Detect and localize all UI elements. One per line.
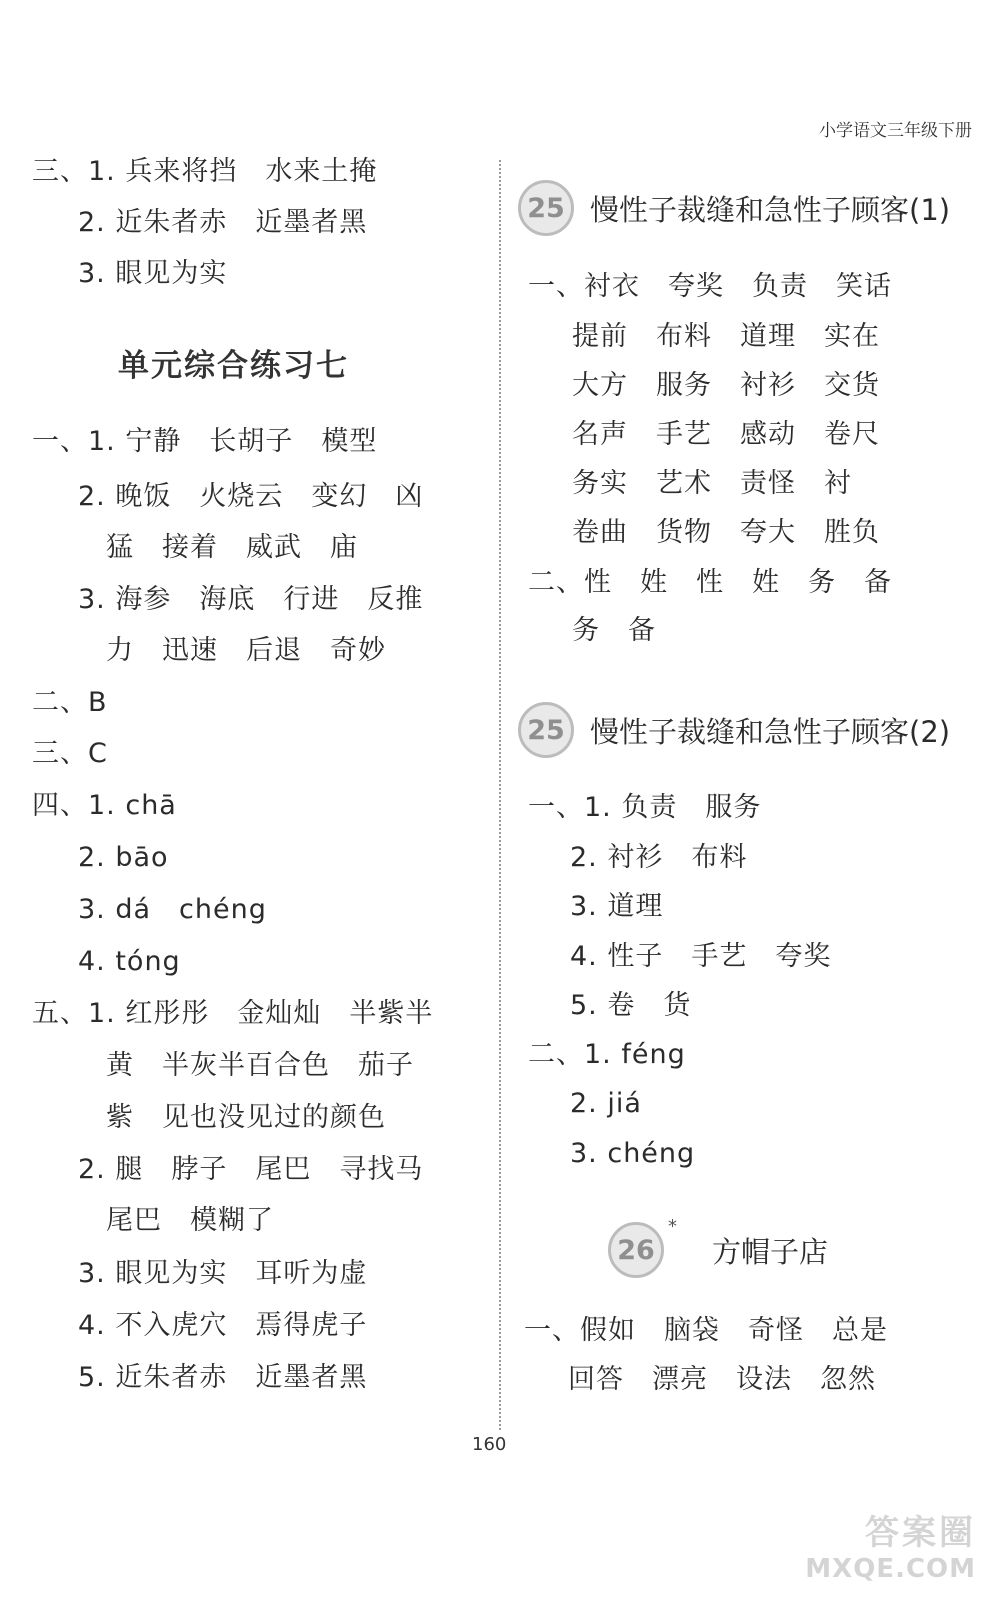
lesson-number-badge: 25 bbox=[518, 702, 574, 758]
book-title: 小学语文三年级下册 bbox=[819, 121, 972, 141]
answer-line: 二、B bbox=[32, 687, 108, 718]
answer-line: 尾巴 模糊了 bbox=[106, 1205, 274, 1236]
answer-line: 2. jiá bbox=[570, 1088, 642, 1119]
answer-line: 黄 半灰半百合色 茄子 bbox=[106, 1050, 414, 1081]
lesson-number-badge: 26 bbox=[608, 1222, 664, 1278]
answer-line: 2. 腿 脖子 尾巴 寻找马 bbox=[78, 1154, 424, 1185]
answer-line: 五、1. 红彤彤 金灿灿 半紫半 bbox=[32, 998, 434, 1029]
page-number: 160 bbox=[472, 1434, 507, 1455]
answer-line: 三、C bbox=[32, 738, 108, 769]
answer-line: 3. dá chéng bbox=[78, 894, 267, 925]
answer-line: 2. 衬衫 布料 bbox=[570, 842, 748, 873]
answer-line: 务 备 bbox=[572, 615, 656, 646]
watermark-text: 答案圈 bbox=[865, 1513, 976, 1553]
answer-line: 一、衬衣 夸奖 负责 笑话 bbox=[528, 271, 892, 302]
answer-line: 务实 艺术 责怪 衬 bbox=[572, 468, 852, 499]
answer-line: 力 迅速 后退 奇妙 bbox=[106, 635, 386, 666]
answer-line: 2. bāo bbox=[78, 842, 169, 873]
answer-line: 2. 近朱者赤 近墨者黑 bbox=[78, 207, 368, 238]
answer-line: 卷曲 货物 夸大 胜负 bbox=[572, 517, 880, 548]
answer-line: 3. 道理 bbox=[570, 891, 664, 922]
answer-line: 3. 眼见为实 耳听为虚 bbox=[78, 1258, 368, 1289]
lesson-title: 方帽子店 bbox=[712, 1235, 829, 1269]
answer-line: 5. 卷 货 bbox=[570, 990, 692, 1021]
answer-line: 一、1. 负责 服务 bbox=[528, 792, 762, 823]
answer-line: 二、性 姓 性 姓 务 备 bbox=[528, 567, 892, 598]
lesson-number-badge: 25 bbox=[518, 180, 574, 236]
answer-line: 四、1. chā bbox=[32, 790, 177, 821]
answer-line: 猛 接着 威武 庙 bbox=[106, 532, 358, 563]
answer-line: 3. chéng bbox=[570, 1138, 696, 1169]
answer-line: 5. 近朱者赤 近墨者黑 bbox=[78, 1362, 368, 1393]
answer-line: 4. 不入虎穴 焉得虎子 bbox=[78, 1310, 368, 1341]
answer-line: 名声 手艺 感动 卷尺 bbox=[572, 419, 880, 450]
answer-line: 三、1. 兵来将挡 水来土掩 bbox=[32, 156, 378, 187]
answer-line: 大方 服务 衬衫 交货 bbox=[572, 370, 880, 401]
optional-lesson-star: * bbox=[668, 1216, 677, 1237]
answer-line: 3. 眼见为实 bbox=[78, 258, 228, 289]
answer-line: 4. tóng bbox=[78, 946, 181, 977]
answer-line: 4. 性子 手艺 夸奖 bbox=[570, 941, 832, 972]
answer-line: 2. 晚饭 火烧云 变幻 凶 bbox=[78, 481, 424, 512]
lesson-title: 慢性子裁缝和急性子顾客(1) bbox=[590, 193, 951, 227]
answer-line: 一、1. 宁静 长胡子 模型 bbox=[32, 426, 378, 457]
lesson-title: 慢性子裁缝和急性子顾客(2) bbox=[590, 715, 951, 749]
unit-title: 单元综合练习七 bbox=[118, 348, 349, 384]
answer-line: 回答 漂亮 设法 忽然 bbox=[568, 1364, 876, 1395]
watermark-logo bbox=[805, 1505, 976, 1584]
answer-line: 提前 布料 道理 实在 bbox=[572, 321, 880, 352]
answer-line: 二、1. féng bbox=[528, 1039, 686, 1070]
answer-line: 紫 见也没见过的颜色 bbox=[106, 1102, 386, 1133]
answer-line: 3. 海参 海底 行进 反推 bbox=[78, 584, 424, 615]
column-divider bbox=[499, 160, 501, 1430]
watermark-url: MXQE.COM bbox=[805, 1554, 976, 1584]
answer-line: 一、假如 脑袋 奇怪 总是 bbox=[524, 1315, 888, 1346]
